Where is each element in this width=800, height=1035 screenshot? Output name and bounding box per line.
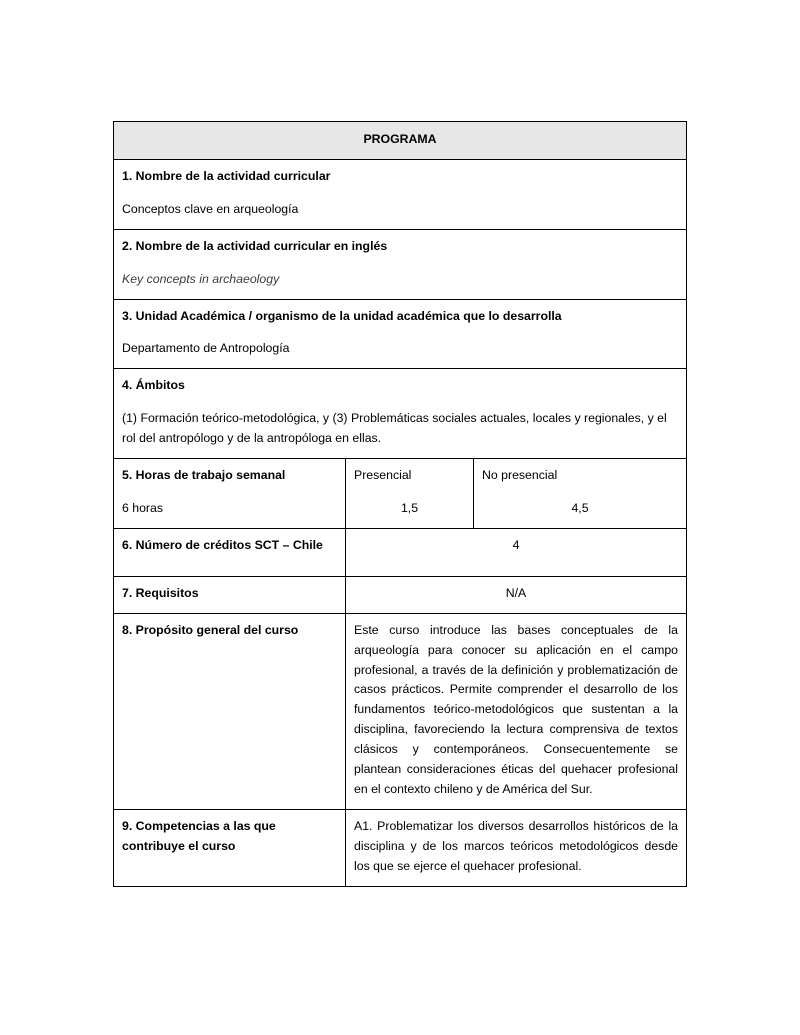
requisitos-label-cell <box>114 576 346 613</box>
table-row <box>114 229 687 299</box>
row-label: 3. Unidad Académica / organismo de la unidad académica que lo desarrolla <box>122 308 562 323</box>
row-ambitos <box>114 369 687 459</box>
competencias-value-cell <box>346 809 687 886</box>
row-nombre-actividad-ingles <box>114 229 687 299</box>
proposito-value: Este curso introduce las bases conceptuales de la arqueología para conocer su aplicación en el campo profesional, a través de la definición y problematización de casos prácticos. Permite comprender el desarrollo de los fundamentos teórico-metodológicos que sustentan a la disciplina, favoreciendo la lectura comprensiva de textos clásicos y contemporáneos. Consecuentemente se plantean consideraciones éticas del quehacer profesional en el contexto chileno y de América del Sur. <box>354 622 679 796</box>
horas-label-cell <box>114 459 346 529</box>
presencial-label: Presencial <box>354 468 412 483</box>
competencias-value: A1. Problematizar los diversos desarrollos históricos de la disciplina y de los marcos teóricos metodológicos desde los que se ejerce el quehacer profesional. <box>354 818 679 873</box>
table-row-proposito <box>114 613 687 809</box>
table-row <box>114 159 687 229</box>
row-nombre-actividad <box>114 159 687 229</box>
table-row-horas <box>114 459 687 529</box>
horas-value: 6 horas <box>122 500 164 515</box>
no-presencial-value: 4,5 <box>571 500 589 515</box>
table-row <box>114 369 687 459</box>
row-label: 4. Ámbitos <box>122 378 185 393</box>
row-label: 1. Nombre de la actividad curricular <box>122 168 331 183</box>
row-value: Key concepts in archaeology <box>122 271 280 286</box>
programa-table <box>113 121 687 887</box>
competencias-label-cell <box>114 809 346 886</box>
row-value: (1) Formación teórico-metodológica, y (3) Problemáticas sociales actuales, locales y regionales, y el rol del antropólogo y de la antropóloga en ellas. <box>122 411 667 446</box>
presencial-cell <box>346 459 474 529</box>
row-label: 8. Propósito general del curso <box>122 622 299 637</box>
presencial-value: 1,5 <box>400 500 419 515</box>
row-label: 5. Horas de trabajo semanal <box>122 468 286 483</box>
proposito-label-cell <box>114 613 346 809</box>
row-value: Conceptos clave en arqueología <box>122 201 299 216</box>
table-row-creditos <box>114 528 687 576</box>
row-unidad-academica <box>114 299 687 369</box>
creditos-label-cell <box>114 528 346 576</box>
creditos-value: 4 <box>512 537 520 552</box>
row-label: 7. Requisitos <box>122 585 199 600</box>
programa-title: PROGRAMA <box>114 122 687 160</box>
proposito-value-cell <box>346 613 687 809</box>
table-row <box>114 299 687 369</box>
row-value: Departamento de Antropología <box>122 341 290 356</box>
requisitos-value-cell <box>346 576 687 613</box>
row-label: 6. Número de créditos SCT – Chile <box>122 537 323 552</box>
no-presencial-label: No presencial <box>482 468 558 483</box>
table-row-competencias <box>114 809 687 886</box>
table-row-requisitos <box>114 576 687 613</box>
requisitos-value: N/A <box>505 585 527 600</box>
creditos-value-cell <box>346 528 687 576</box>
no-presencial-cell <box>474 459 687 529</box>
table-header-row <box>114 122 687 160</box>
row-label: 2. Nombre de la actividad curricular en inglés <box>122 238 388 253</box>
row-label: 9. Competencias a las que contribuye el curso <box>122 818 276 853</box>
